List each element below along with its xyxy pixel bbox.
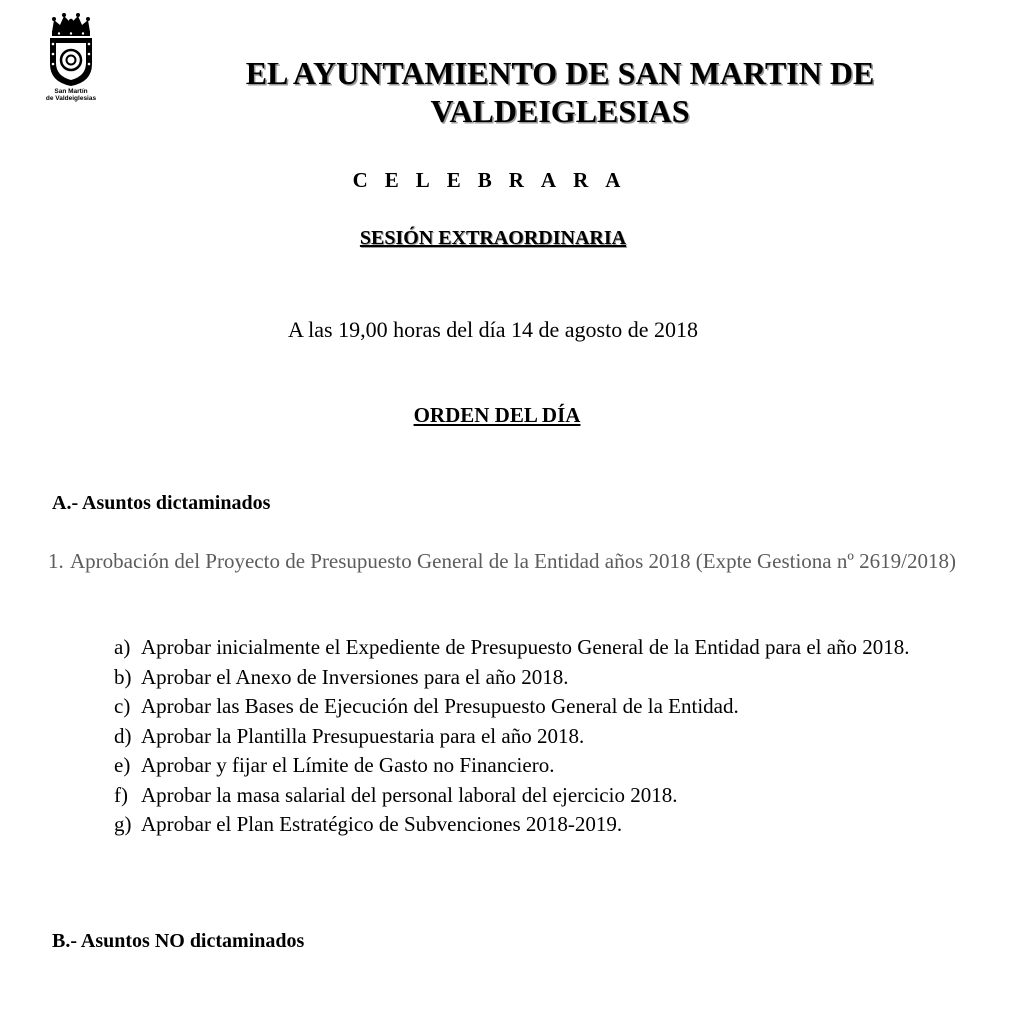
list-item-text: Aprobar el Plan Estratégico de Subvenciones 2018-2019. [141,812,623,836]
section-b-heading: B.- Asuntos NO dictaminados [52,930,305,952]
agenda-item-number: 1. [48,549,64,573]
list-item-text: Aprobar las Bases de Ejecución del Presupuesto General de la Entidad. [141,694,739,718]
list-item-letter: c) [114,694,131,718]
logo-caption [44,88,98,102]
list-item [114,751,950,781]
list-item [114,692,950,722]
list-item-text: Aprobar el Anexo de Inversiones para el año 2018. [141,664,569,689]
coat-of-arms-logo [44,12,98,108]
list-item-letter: g) [114,812,132,836]
title-line2: VALDEIGLESIAS [430,93,690,129]
list-item-letter: e) [114,753,131,777]
list-item [114,663,950,693]
list-item [114,781,950,811]
page-title [160,54,960,130]
list-item-letter: d) [114,723,132,748]
agenda-title-text: ORDEN DEL DÍA [413,403,581,427]
agenda-item-1 [48,547,962,576]
agenda-title [300,402,694,428]
session-type-heading [250,225,736,251]
list-item-text: Aprobar la masa salarial del personal laboral del ejercicio 2018. [141,782,678,807]
agenda-subitem-list [114,633,950,840]
session-type-text: SESIÓN EXTRAORDINARIA [359,227,627,249]
crown-shield-icon [44,12,98,88]
logo-caption-line2: de Valdeiglesias [45,95,97,102]
list-item-letter: b) [114,664,132,689]
list-item [114,633,950,663]
title-line1: EL AYUNTAMIENTO DE SAN MARTIN DE [245,55,875,91]
list-item [114,722,950,752]
agenda-item-text: Aprobación del Proyecto de Presupuesto General de la Entidad años 2018 (Expte Gestiona nº 2619/2018) [70,549,956,573]
list-item-letter: a) [114,635,131,659]
list-item-text: Aprobar y fijar el Límite de Gasto no Financiero. [141,753,555,777]
logo-caption-line1: San Martín [54,88,88,95]
section-a-heading: A.- Asuntos dictaminados [52,492,271,514]
celebrara-heading: CELEBRARA [352,168,638,192]
list-item-letter: f) [114,782,128,807]
list-item-text: Aprobar inicialmente el Expediente de Presupuesto General de la Entidad para el año 2018. [141,635,910,659]
list-item [114,810,950,840]
list-item-text: Aprobar la Plantilla Presupuestaria para el año 2018. [141,723,585,748]
session-date-line: A las 19,00 horas del día 14 de agosto de 2018 [288,317,698,342]
